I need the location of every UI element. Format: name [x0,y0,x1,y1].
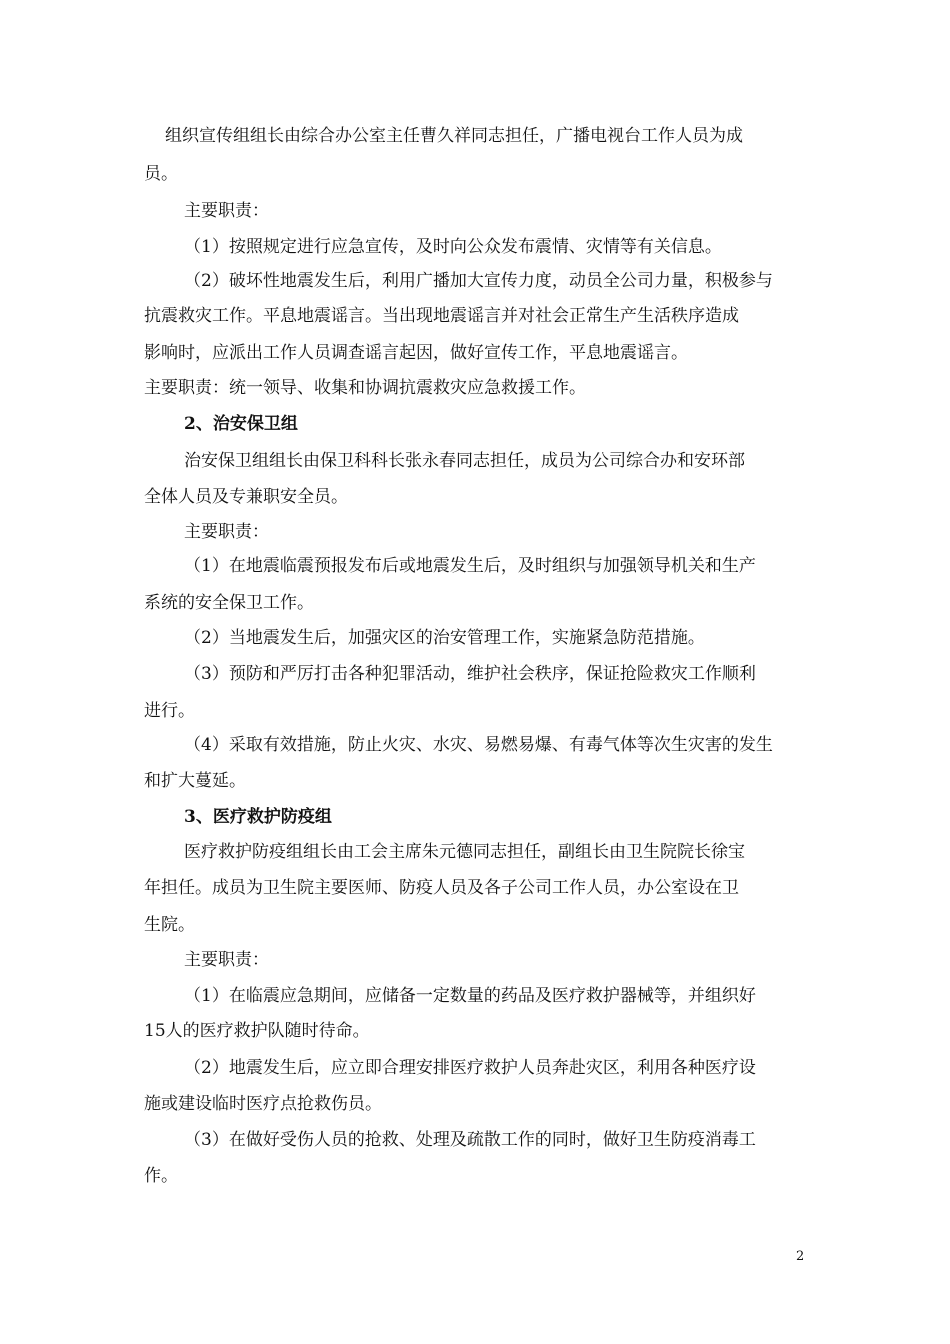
paragraph-line: 年担任。成员为卫生院主要医师、防疫人员及各子公司工作人员，办公室设在卫 [144,878,739,898]
paragraph-line: 抗震救灾工作。平息地震谣言。当出现地震谣言并对社会正常生产生活秩序造成 [144,306,739,326]
paragraph-line: 主要职责：统一领导、收集和协调抗震救灾应急救援工作。 [144,378,586,398]
paragraph-line: （3）在做好受伤人员的抢救、处理及疏散工作的同时，做好卫生防疫消毒工 [184,1130,756,1150]
paragraph-line: 组织宣传组组长由综合办公室主任曹久祥同志担任，广播电视台工作人员为成 [165,126,743,146]
paragraph-line: （1）在地震临震预报发布后或地震发生后，及时组织与加强领导机关和生产 [184,556,756,576]
paragraph-line: 影响时，应派出工作人员调查谣言起因，做好宣传工作，平息地震谣言。 [144,343,688,363]
paragraph-line: 医疗救护防疫组组长由工会主席朱元德同志担任，副组长由卫生院院长徐宝 [184,842,745,862]
page-number: 2 [796,1249,805,1264]
paragraph-line: （2）破坏性地震发生后，利用广播加大宣传力度，动员全公司力量，积极参与 [184,271,773,291]
paragraph-line: 治安保卫组组长由保卫科科长张永春同志担任，成员为公司综合办和安环部 [184,451,745,471]
paragraph-line: （1）按照规定进行应急宣传，及时向公众发布震情、灾情等有关信息。 [184,237,722,257]
paragraph-line: 主要职责： [184,522,269,542]
paragraph-line: （3）预防和严厉打击各种犯罪活动，维护社会秩序，保证抢险救灾工作顺利 [184,664,756,684]
paragraph-line: 15人的医疗救护队随时待命。 [144,1021,370,1041]
paragraph-line: 系统的安全保卫工作。 [144,593,314,613]
paragraph-line: （2）当地震发生后，加强灾区的治安管理工作，实施紧急防范措施。 [184,628,705,648]
paragraph-line: 进行。 [144,701,195,721]
section-heading: 3、医疗救护防疫组 [184,807,332,827]
paragraph-line: （2）地震发生后，应立即合理安排医疗救护人员奔赴灾区，利用各种医疗设 [184,1058,756,1078]
paragraph-line: 主要职责： [184,201,269,221]
paragraph-line: 生院。 [144,915,195,935]
paragraph-line: 员。 [144,164,178,184]
paragraph-line: 施或建设临时医疗点抢救伤员。 [144,1094,382,1114]
paragraph-line: （4）采取有效措施，防止火灾、水灾、易燃易爆、有毒气体等次生灾害的发生 [184,735,773,755]
section-heading: 2、治安保卫组 [184,414,298,434]
paragraph-line: 作。 [144,1166,178,1186]
paragraph-line: 全体人员及专兼职安全员。 [144,487,348,507]
paragraph-line: 主要职责： [184,950,269,970]
paragraph-line: 和扩大蔓延。 [144,771,246,791]
paragraph-line: （1）在临震应急期间，应储备一定数量的药品及医疗救护器械等，并组织好 [184,986,756,1006]
